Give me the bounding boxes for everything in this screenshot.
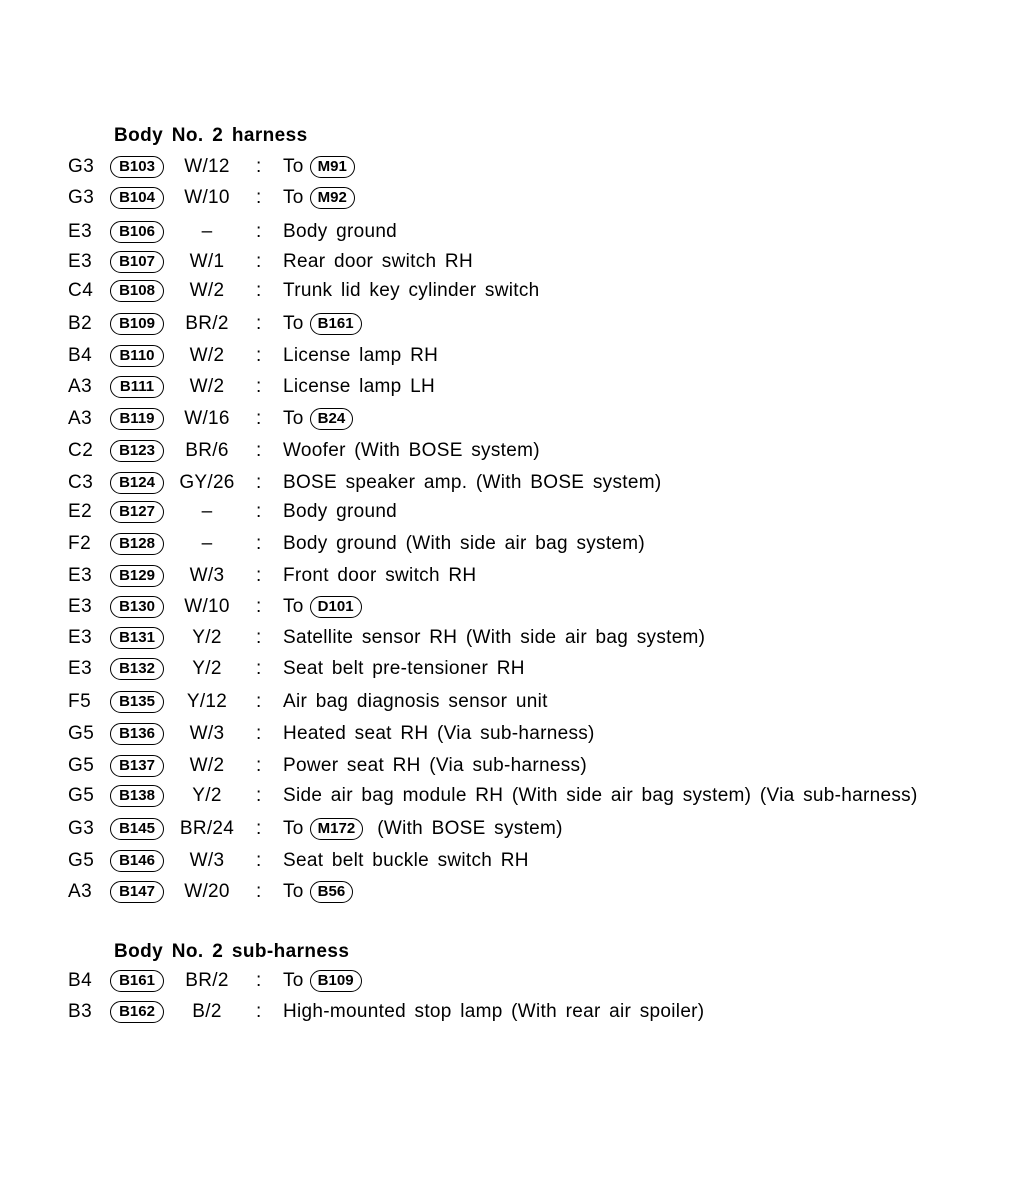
separator-colon: :: [256, 970, 262, 991]
wire-spec: W/20: [184, 881, 230, 902]
separator-colon: :: [256, 221, 262, 242]
wire-spec: B/2: [192, 1001, 222, 1022]
separator-colon: :: [256, 376, 262, 397]
description: [283, 218, 397, 246]
wire-spec: GY/26: [179, 472, 235, 493]
separator-colon: :: [256, 251, 262, 272]
separator-colon: :: [256, 280, 262, 301]
to-label: To: [283, 818, 304, 839]
connector-row: [0, 847, 1012, 875]
wire-spec: Y/2: [192, 658, 222, 679]
connector-badge: B110: [110, 345, 164, 367]
connector-row: [0, 998, 1012, 1026]
description: [283, 277, 540, 305]
section-title: Body No. 2 sub-harness: [114, 941, 350, 962]
separator-colon: :: [256, 313, 262, 334]
wire-spec: BR/6: [185, 440, 229, 461]
grid-location: G3: [68, 818, 95, 839]
separator-colon: :: [256, 723, 262, 744]
connector-reference-badge: M172: [310, 818, 364, 840]
separator-colon: :: [256, 187, 262, 208]
connector-row: [0, 655, 1012, 683]
grid-location: B2: [68, 313, 93, 334]
grid-location: G5: [68, 785, 95, 806]
to-label: To: [283, 408, 304, 429]
wire-spec: W/2: [189, 755, 225, 776]
separator-colon: :: [256, 156, 262, 177]
connector-badge: B123: [110, 440, 164, 462]
connector-badge: B161: [110, 970, 164, 992]
connector-badge: B106: [110, 221, 164, 243]
grid-location: E3: [68, 596, 93, 617]
wire-spec: W/10: [184, 187, 230, 208]
connector-badge: B138: [110, 785, 164, 807]
description-text: Front door switch RH: [283, 565, 477, 586]
grid-location: G5: [68, 755, 95, 776]
description-text: High-mounted stop lamp (With rear air spoiler): [283, 1001, 705, 1022]
connector-badge: B127: [110, 501, 164, 523]
connector-row: [0, 469, 1012, 497]
description: [283, 720, 595, 748]
connector-badge: B129: [110, 565, 164, 587]
connector-badge: B128: [110, 533, 164, 555]
connector-badge: B107: [110, 251, 164, 273]
section-title: Body No. 2 harness: [114, 125, 308, 146]
connector-row: [0, 752, 1012, 780]
grid-location: B4: [68, 345, 93, 366]
grid-location: E3: [68, 221, 93, 242]
connector-badge: B119: [110, 408, 164, 430]
connector-row: [0, 405, 1012, 433]
wire-spec: BR/2: [185, 313, 229, 334]
grid-location: B3: [68, 1001, 93, 1022]
connector-row: [0, 688, 1012, 716]
connector-badge: B104: [110, 187, 164, 209]
connector-badge: B145: [110, 818, 164, 840]
connector-row: [0, 310, 1012, 338]
description: [283, 437, 540, 465]
connector-badge: B132: [110, 658, 164, 680]
description-text: Seat belt buckle switch RH: [283, 850, 529, 871]
description: [283, 998, 704, 1026]
description: [283, 373, 435, 401]
separator-colon: :: [256, 408, 262, 429]
description-text: Power seat RH (Via sub-harness): [283, 755, 587, 776]
description: [283, 967, 362, 995]
connector-row: [0, 967, 1012, 995]
description: [283, 655, 525, 683]
connector-badge: B124: [110, 472, 164, 494]
grid-location: A3: [68, 881, 93, 902]
description-text: Heated seat RH (Via sub-harness): [283, 723, 595, 744]
description: [283, 782, 918, 810]
connector-row: [0, 782, 1012, 810]
grid-location: E3: [68, 658, 93, 679]
description: [283, 498, 397, 526]
to-label: To: [283, 156, 304, 177]
wire-spec: BR/2: [185, 970, 229, 991]
connector-row: [0, 153, 1012, 181]
connector-reference-badge: B161: [310, 313, 362, 335]
grid-location: C2: [68, 440, 94, 461]
separator-colon: :: [256, 533, 262, 554]
description: [283, 593, 362, 621]
condition-note: (With BOSE system): [377, 818, 563, 839]
connector-row: [0, 248, 1012, 276]
description: [283, 530, 645, 558]
description-text: Body ground: [283, 501, 398, 522]
description-text: Body ground (With side air bag system): [283, 533, 646, 554]
grid-location: E3: [68, 251, 93, 272]
wire-spec: Y/2: [192, 627, 222, 648]
connector-row: [0, 815, 1012, 843]
description: [283, 405, 353, 433]
description-text: Body ground: [283, 221, 398, 242]
connector-badge: B131: [110, 627, 164, 649]
description: [283, 310, 362, 338]
connector-reference-badge: M92: [310, 187, 355, 209]
connector-badge: B136: [110, 723, 164, 745]
to-label: To: [283, 313, 304, 334]
connector-row: [0, 342, 1012, 370]
connector-badge: B135: [110, 691, 164, 713]
to-label: To: [283, 187, 304, 208]
grid-location: G5: [68, 723, 95, 744]
connector-reference-badge: B109: [310, 970, 362, 992]
grid-location: C4: [68, 280, 94, 301]
separator-colon: :: [256, 440, 262, 461]
description: [283, 878, 353, 906]
separator-colon: :: [256, 596, 262, 617]
connector-row: [0, 593, 1012, 621]
connector-reference-badge: D101: [310, 596, 362, 618]
grid-location: G5: [68, 850, 95, 871]
wire-spec: Y/2: [192, 785, 222, 806]
separator-colon: :: [256, 501, 262, 522]
description-text: License lamp RH: [283, 345, 439, 366]
connector-row: [0, 277, 1012, 305]
description: [283, 847, 529, 875]
wire-spec: W/2: [189, 345, 225, 366]
connector-badge: B146: [110, 850, 164, 872]
separator-colon: :: [256, 691, 262, 712]
connector-badge: B103: [110, 156, 164, 178]
grid-location: B4: [68, 970, 93, 991]
description-text: Side air bag module RH (With side air bag system) (Via sub-harness): [283, 785, 918, 806]
description: [283, 342, 438, 370]
separator-colon: :: [256, 818, 262, 839]
separator-colon: :: [256, 345, 262, 366]
separator-colon: :: [256, 627, 262, 648]
grid-location: E3: [68, 565, 93, 586]
description: [283, 688, 548, 716]
connector-badge: B147: [110, 881, 164, 903]
wire-spec: W/16: [184, 408, 230, 429]
description: [283, 184, 355, 212]
wire-spec: W/2: [189, 280, 225, 301]
connector-row: [0, 720, 1012, 748]
connector-badge: B109: [110, 313, 164, 335]
connector-row: [0, 373, 1012, 401]
wire-spec: Y/12: [186, 691, 228, 712]
connector-badge: B108: [110, 280, 164, 302]
grid-location: A3: [68, 408, 93, 429]
connector-row: [0, 218, 1012, 246]
wire-spec: –: [201, 533, 213, 554]
wire-spec: W/12: [184, 156, 230, 177]
connector-badge: B137: [110, 755, 164, 777]
wire-spec: –: [201, 501, 213, 522]
connector-row: [0, 624, 1012, 652]
connector-reference-badge: M91: [310, 156, 355, 178]
separator-colon: :: [256, 1001, 262, 1022]
connector-badge: B162: [110, 1001, 164, 1023]
description-text: Woofer (With BOSE system): [283, 440, 540, 461]
wire-spec: W/3: [189, 565, 225, 586]
connector-reference-badge: B56: [310, 881, 354, 903]
separator-colon: :: [256, 472, 262, 493]
grid-location: A3: [68, 376, 93, 397]
separator-colon: :: [256, 881, 262, 902]
connector-row: [0, 184, 1012, 212]
description-text: BOSE speaker amp. (With BOSE system): [283, 472, 662, 493]
grid-location: C3: [68, 472, 94, 493]
description: [283, 752, 587, 780]
wire-spec: BR/24: [179, 818, 235, 839]
description: [283, 153, 355, 181]
grid-location: E3: [68, 627, 93, 648]
separator-colon: :: [256, 850, 262, 871]
connector-row: [0, 530, 1012, 558]
connector-badge: B130: [110, 596, 164, 618]
separator-colon: :: [256, 658, 262, 679]
separator-colon: :: [256, 785, 262, 806]
grid-location: E2: [68, 501, 93, 522]
grid-location: F5: [68, 691, 92, 712]
to-label: To: [283, 596, 304, 617]
description: [283, 248, 473, 276]
connector-row: [0, 437, 1012, 465]
wire-spec: W/10: [184, 596, 230, 617]
separator-colon: :: [256, 755, 262, 776]
description: [283, 469, 661, 497]
connector-reference-badge: B24: [310, 408, 354, 430]
connector-row: [0, 878, 1012, 906]
description-text: Air bag diagnosis sensor unit: [283, 691, 548, 712]
grid-location: G3: [68, 187, 95, 208]
description: [283, 562, 476, 590]
description-text: Satellite sensor RH (With side air bag system): [283, 627, 706, 648]
wire-spec: W/1: [189, 251, 225, 272]
grid-location: F2: [68, 533, 92, 554]
description-text: Trunk lid key cylinder switch: [283, 280, 540, 301]
description: [283, 624, 705, 652]
wire-spec: W/2: [189, 376, 225, 397]
grid-location: G3: [68, 156, 95, 177]
to-label: To: [283, 881, 304, 902]
description-text: Seat belt pre-tensioner RH: [283, 658, 525, 679]
wire-spec: W/3: [189, 850, 225, 871]
description-text: License lamp LH: [283, 376, 436, 397]
wire-spec: W/3: [189, 723, 225, 744]
wire-spec: –: [201, 221, 213, 242]
description-text: Rear door switch RH: [283, 251, 473, 272]
connector-badge: B111: [110, 376, 164, 398]
to-label: To: [283, 970, 304, 991]
description: [283, 815, 563, 843]
connector-row: [0, 562, 1012, 590]
connector-row: [0, 498, 1012, 526]
separator-colon: :: [256, 565, 262, 586]
